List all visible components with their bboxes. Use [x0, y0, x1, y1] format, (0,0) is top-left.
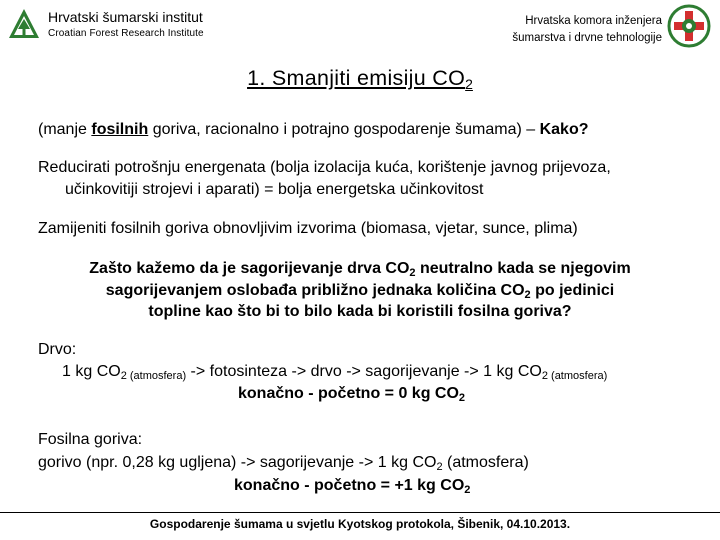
chamber-name-line1: Hrvatska komora inženjera: [525, 15, 662, 27]
slide-title: 1. Smanjiti emisiju $CO_2$: [247, 66, 473, 92]
replace-line: Zamijeniti fosilnih goriva obnovljivim izvorima (biomasa, vjetar, sunce, plima): [38, 220, 578, 237]
institute-name: Hrvatski šumarski institut: [48, 9, 203, 25]
question-line-1: Zašto kažemo da je sagorijevanje drva $CO_2$ neutralno kada se njegovim: [89, 260, 631, 279]
fossil-result: konačno - početno = +1 kg $CO_2$: [234, 477, 471, 496]
fossil-equation: gorivo (npr. 0,28 kg ugljena) -> sagorijevanje -> 1 kg $CO_2$ (atmosfera): [38, 454, 529, 473]
chamber-name-line2: šumarstva i drvne tehnologije: [512, 32, 662, 44]
footer-divider: [0, 512, 720, 513]
chamber-emblem-icon: [667, 4, 711, 48]
reduce-line-2: učinkovitiji strojevi i aparati) = bolja energetska učinkovitost: [65, 181, 484, 198]
question-line-3: topline kao što bi to bilo kada bi koristili fosilna goriva?: [148, 303, 572, 320]
fossil-underlined: fosilnih: [91, 121, 149, 138]
question-line-2: sagorijevanjem oslobađa približno jednaka količina $CO_2$ po jedinici: [105, 282, 615, 301]
wood-equation: 1 kg $CO_2$ $_{(atmosfera)}$ -> fotosinteza -> drvo -> sagorijevanje -> 1 kg $CO_2$ $_{(atmosfera)}$: [62, 363, 608, 382]
reduce-line-1: Reducirati potrošnju energenata (bolja izolacija kuća, korištenje javnog prijevoza,: [38, 159, 611, 176]
tree-logo-icon: [8, 8, 40, 40]
institute-name-english: Croatian Forest Research Institute: [48, 28, 204, 39]
footer-caption: Gospodarenje šumama u svjetlu Kyotskog protokola, Šibenik, 04.10.2013.: [149, 517, 571, 531]
intro-line: (manje fosilnih goriva, racionalno i potrajno gospodarenje šumama) – Kako?: [38, 121, 589, 138]
wood-result: konačno - početno = 0 kg $CO_2$: [238, 385, 466, 404]
chamber-name: [362, 13, 662, 47]
fossil-heading: Fosilna goriva:: [38, 431, 143, 448]
wood-heading: Drvo:: [38, 341, 77, 358]
how-question: Kako?: [539, 121, 589, 138]
title-subscript: 2: [465, 76, 473, 92]
